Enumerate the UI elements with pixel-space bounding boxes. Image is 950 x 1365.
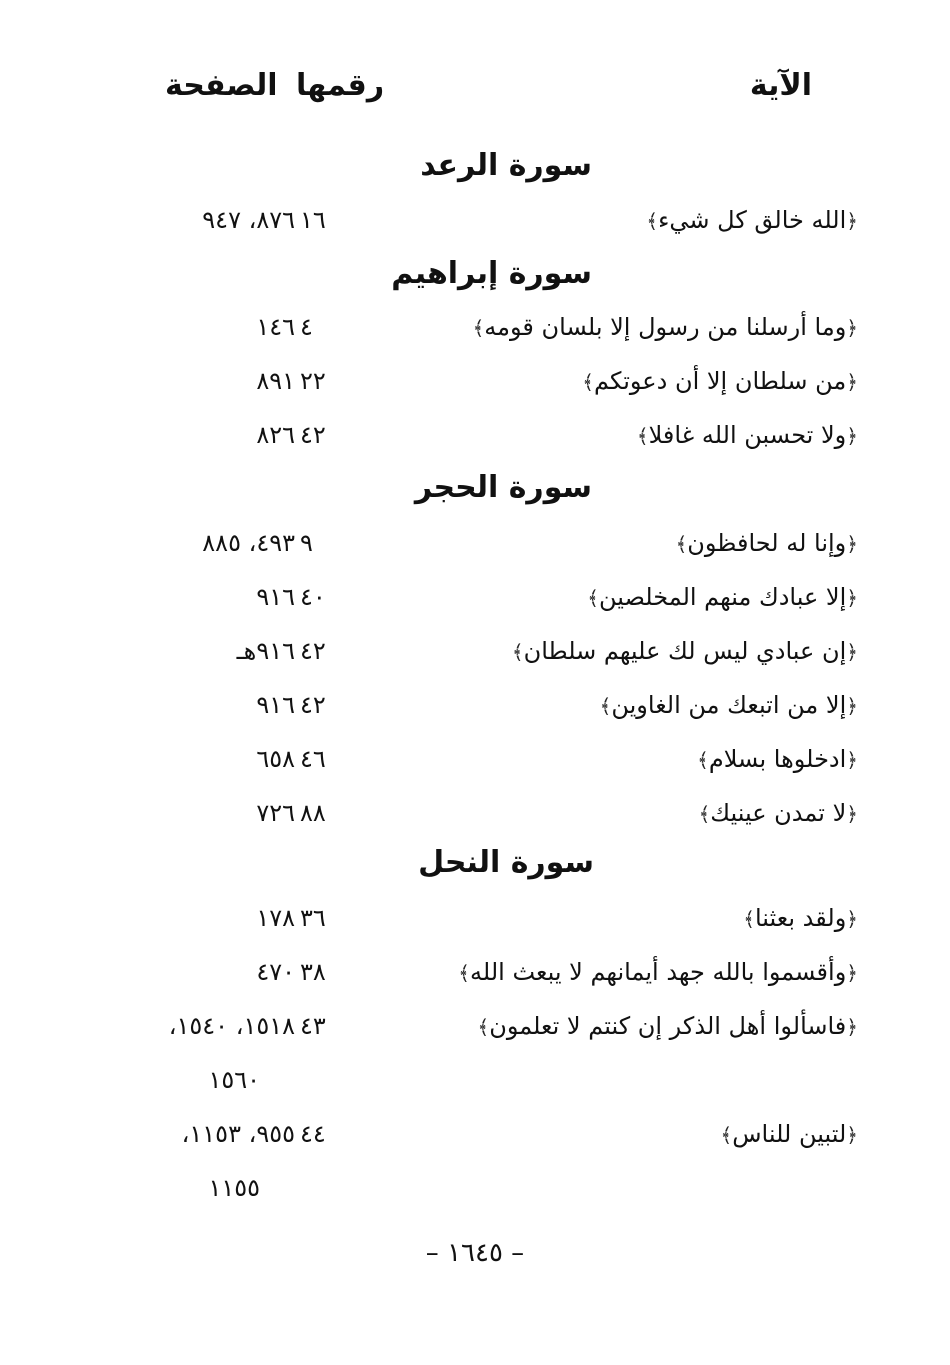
page-references: ٨٢٦	[256, 421, 295, 449]
surah-title: سورة الرعد	[420, 148, 592, 183]
ornament-open-icon: ﴿	[846, 640, 858, 664]
verse-row	[0, 898, 950, 938]
ornament-open-icon: ﴿	[846, 1015, 858, 1039]
verse-number: ٤٠	[300, 583, 326, 611]
ornament-close-icon: ﴾	[477, 1015, 490, 1039]
surah-title: سورة الحجر	[414, 470, 592, 505]
page-references: ٤٩٣، ٨٨٥	[202, 529, 295, 557]
page-references-continued: ١٥٦٠	[208, 1066, 260, 1094]
verse-text: ﴿لتبين للناس﴾	[720, 1120, 858, 1148]
verse-row	[0, 685, 950, 725]
page-references-continued: ١١٥٥	[208, 1174, 260, 1202]
surah-title: سورة النحل	[418, 845, 594, 880]
verse-number: ٤٢	[300, 691, 326, 719]
page-references: ٨٩١	[256, 367, 295, 395]
verse-row	[0, 415, 950, 455]
verse-text: ﴿ولا تحسبن الله غافلا﴾	[636, 421, 858, 449]
ornament-open-icon: ﴿	[846, 586, 858, 610]
ornament-close-icon: ﴾	[472, 316, 485, 340]
ornament-close-icon: ﴾	[675, 532, 688, 556]
verse-text: ﴿إلا من اتبعك من الغاوين﴾	[599, 691, 858, 719]
verse-number: ٣٦	[300, 904, 326, 932]
ornament-open-icon: ﴿	[846, 694, 858, 718]
verse-number: ٤٦	[300, 745, 326, 773]
verse-number: ٤٤	[300, 1120, 326, 1148]
ornament-close-icon: ﴾	[636, 424, 649, 448]
ornament-open-icon: ﴿	[846, 424, 858, 448]
ornament-open-icon: ﴿	[846, 748, 858, 772]
verse-text: ﴿إن عبادي ليس لك عليهم سلطان﴾	[511, 637, 858, 665]
ornament-open-icon: ﴿	[846, 316, 858, 340]
verse-number: ٤٢	[300, 421, 326, 449]
ornament-close-icon: ﴾	[720, 1123, 733, 1147]
page-references: ٩١٦هـ	[236, 637, 295, 665]
verse-text: ﴿ادخلوها بسلام﴾	[697, 745, 858, 773]
ornament-close-icon: ﴾	[511, 640, 524, 664]
ornament-open-icon: ﴿	[846, 907, 858, 931]
verse-row	[0, 523, 950, 563]
verse-row	[0, 793, 950, 833]
page-references: ٨٧٦، ٩٤٧	[202, 206, 295, 234]
page-references: ١٧٨	[256, 904, 295, 932]
surah-title: سورة إبراهيم	[391, 256, 592, 291]
page-references: ٧٢٦	[256, 799, 295, 827]
page-references: ١٥١٨، ١٥٤٠،	[168, 1012, 295, 1040]
verse-row	[0, 739, 950, 779]
verse-text: ﴿وما أرسلنا من رسول إلا بلسان قومه﴾	[472, 313, 858, 341]
ornament-close-icon: ﴾	[599, 694, 612, 718]
verse-text: ﴿إلا عبادك منهم المخلصين﴾	[587, 583, 858, 611]
verse-number: ٤٢	[300, 637, 326, 665]
ornament-open-icon: ﴿	[846, 209, 858, 233]
verse-row	[0, 307, 950, 347]
verse-number: ٣٨	[300, 958, 326, 986]
ornament-open-icon: ﴿	[846, 370, 858, 394]
verse-row	[0, 1114, 950, 1154]
verse-text: ﴿فاسألوا أهل الذكر إن كنتم لا تعلمون﴾	[477, 1012, 858, 1040]
ornament-close-icon: ﴾	[697, 748, 709, 772]
ornament-open-icon: ﴿	[846, 1123, 858, 1147]
verse-text: ﴿من سلطان إلا أن دعوتكم﴾	[582, 367, 858, 395]
ornament-close-icon: ﴾	[582, 370, 594, 394]
page-number: – ١٦٤٥ –	[425, 1238, 525, 1268]
verse-text: ﴿وإنا له لحافظون﴾	[675, 529, 858, 557]
page-references: ٩١٦	[256, 583, 295, 611]
ornament-open-icon: ﴿	[846, 802, 858, 826]
verse-number: ٤	[300, 313, 313, 341]
column-header-number: رقمها	[296, 68, 385, 103]
verse-row	[0, 200, 950, 240]
verse-row	[0, 577, 950, 617]
ornament-close-icon: ﴾	[587, 586, 599, 610]
verse-text: ﴿وأقسموا بالله جهد أيمانهم لا يبعث الله﴾	[458, 958, 858, 986]
verse-number: ٤٣	[300, 1012, 326, 1040]
page-references: ١٤٦	[256, 313, 295, 341]
column-header-verse: الآية	[749, 68, 812, 103]
ornament-close-icon: ﴾	[646, 209, 659, 233]
ornament-open-icon: ﴿	[846, 961, 858, 985]
ornament-close-icon: ﴾	[698, 802, 711, 826]
page-references: ٦٥٨	[256, 745, 295, 773]
verse-number: ٢٢	[300, 367, 326, 395]
page-references: ٤٧٠	[256, 958, 295, 986]
page-references: ٩١٦	[256, 691, 295, 719]
ornament-open-icon: ﴿	[846, 532, 858, 556]
verse-text: ﴿ولقد بعثنا﴾	[743, 904, 858, 932]
verse-number: ١٦	[300, 206, 326, 234]
column-header-page: الصفحة	[165, 68, 278, 103]
verse-text: ﴿الله خالق كل شيء﴾	[646, 206, 858, 234]
verse-row	[0, 631, 950, 671]
verse-row	[0, 952, 950, 992]
verse-text: ﴿لا تمدن عينيك﴾	[698, 799, 858, 827]
page-references: ٩٥٥، ١١٥٣،	[181, 1120, 295, 1148]
verse-number: ٨٨	[300, 799, 326, 827]
ornament-close-icon: ﴾	[743, 907, 755, 931]
verse-number: ٩	[300, 529, 313, 557]
ornament-close-icon: ﴾	[458, 961, 471, 985]
verse-row	[0, 361, 950, 401]
verse-row	[0, 1006, 950, 1046]
